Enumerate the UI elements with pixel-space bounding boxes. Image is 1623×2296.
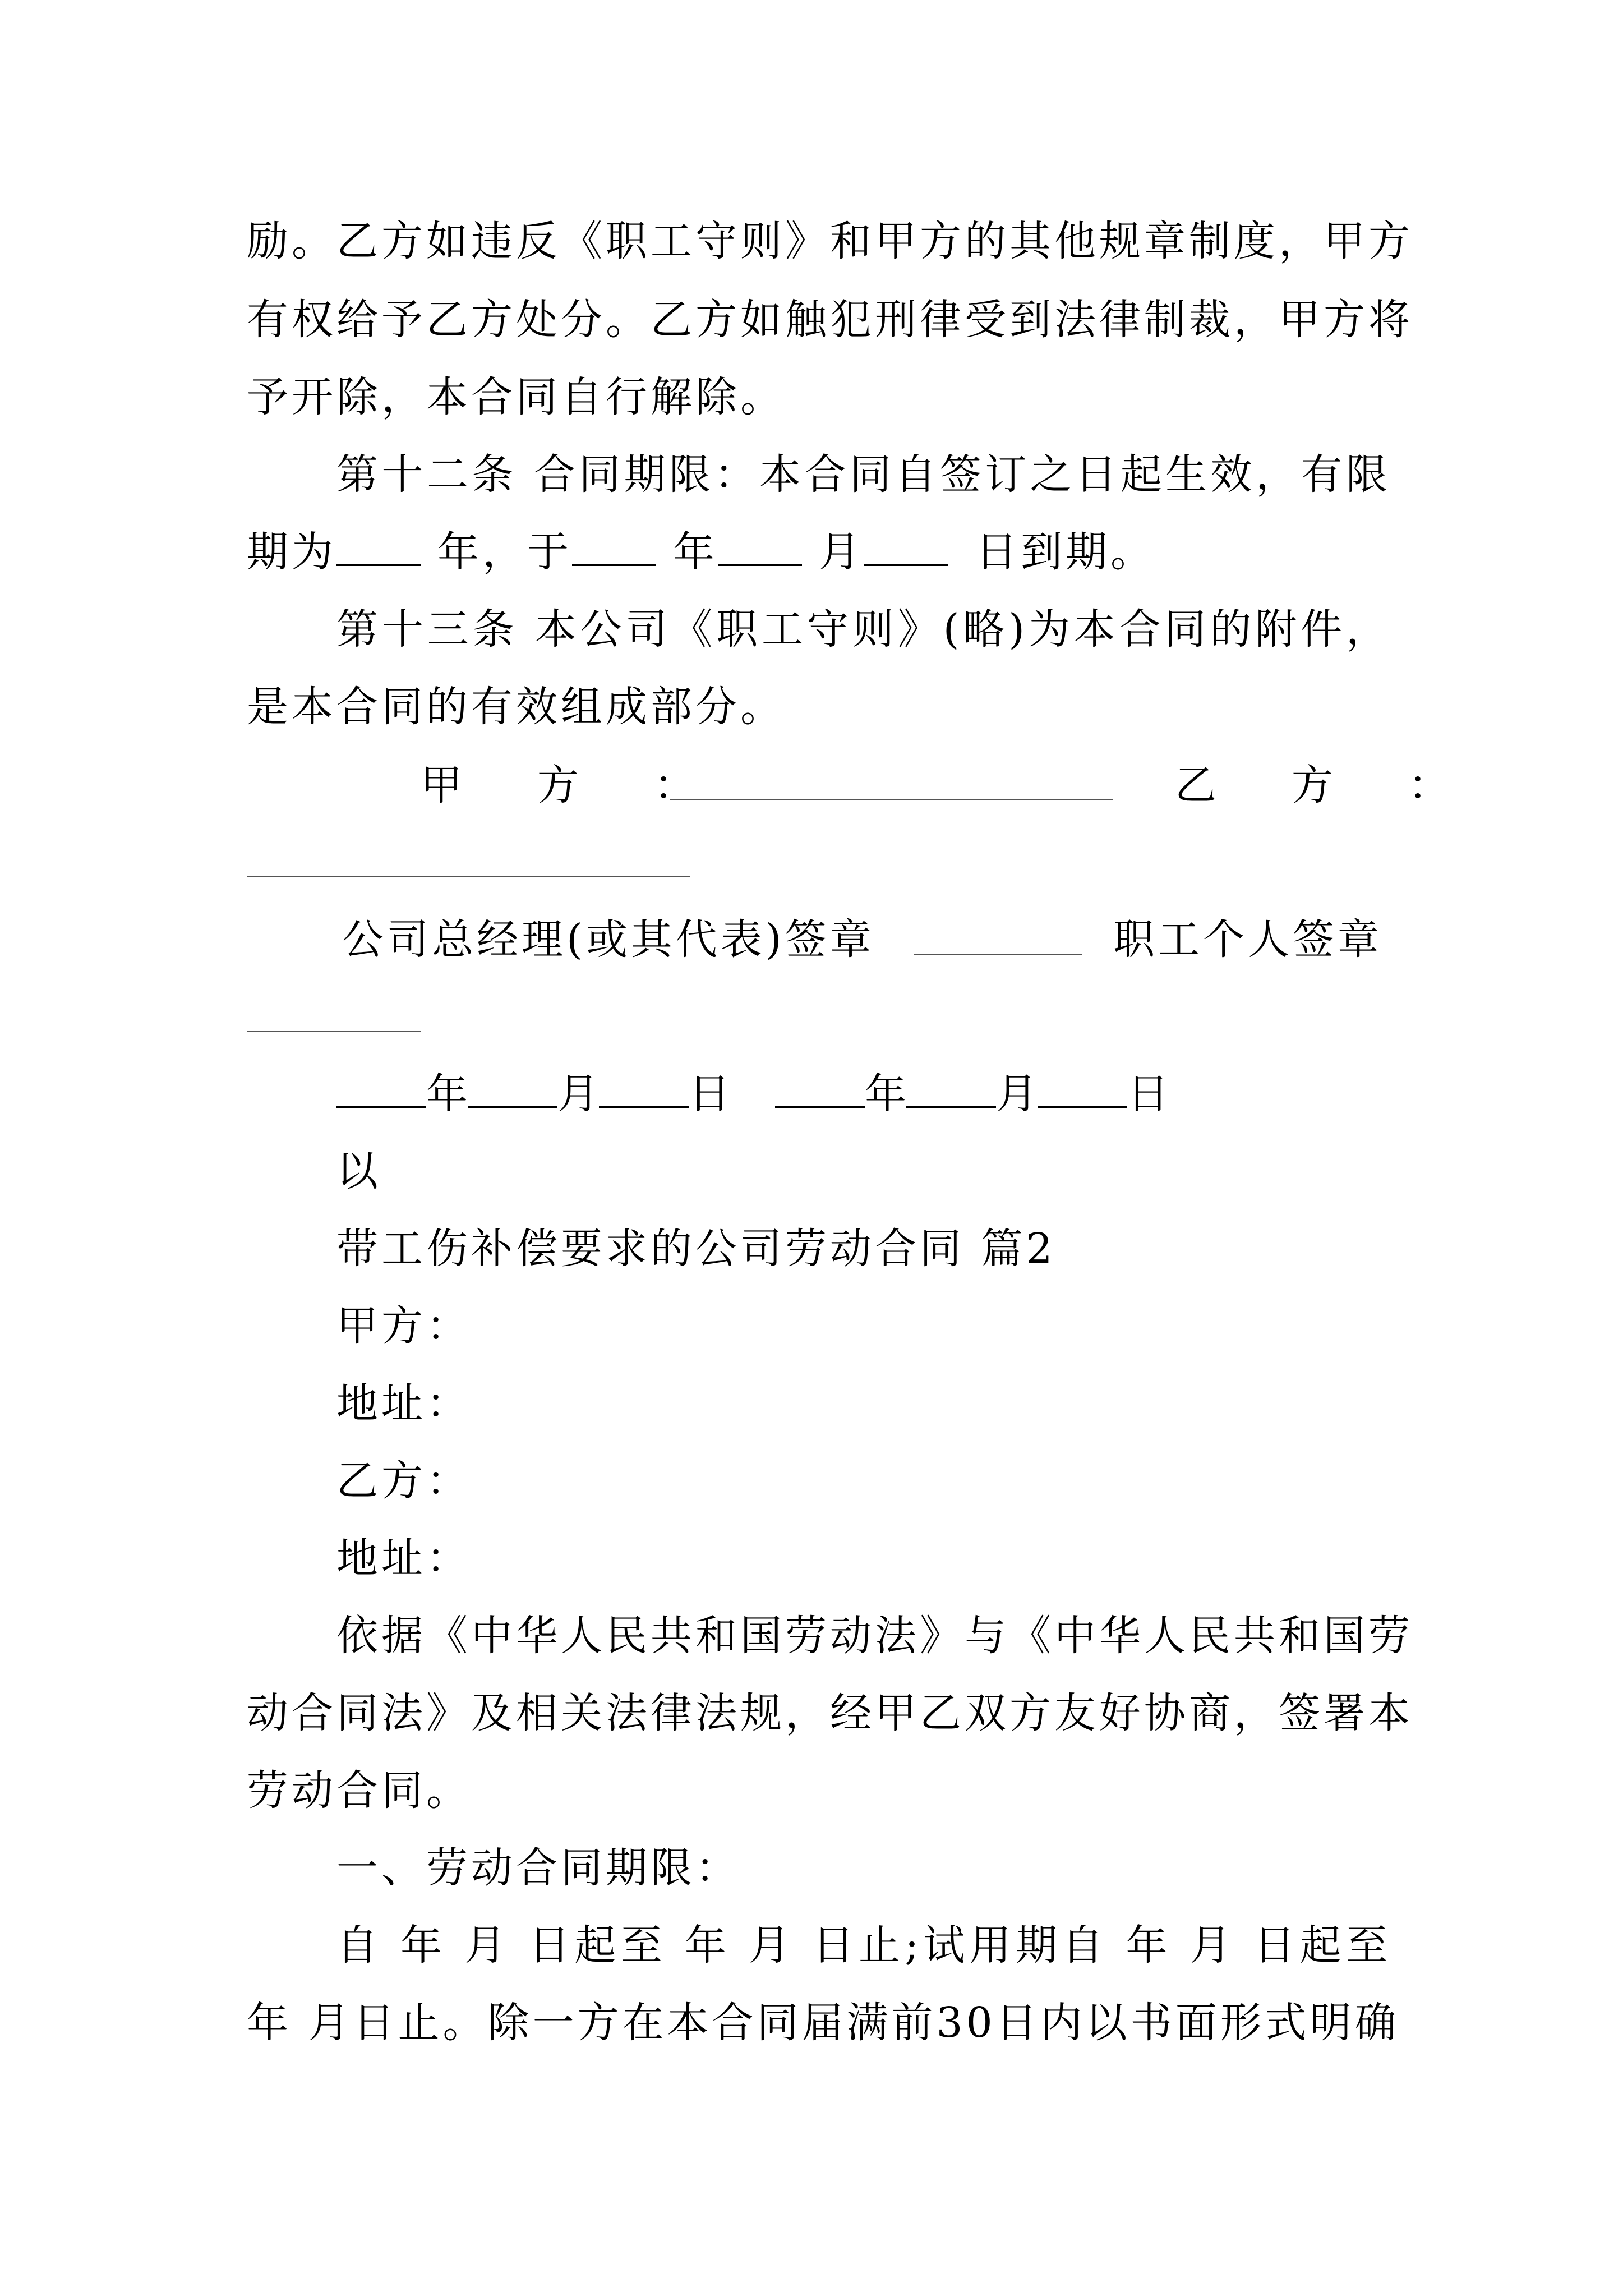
article-13-line: 是本合同的有效组成部分。 xyxy=(247,683,785,731)
paragraph-line: 有权给予乙方处分。乙方如触犯刑律受到法律制裁，甲方将 xyxy=(247,296,1413,344)
intro-line: 劳动合同。 xyxy=(247,1766,471,1815)
paragraph-line: 予开除，本合同自行解除。 xyxy=(247,373,785,421)
paragraph-line: 励。乙方如违反《职工守则》和甲方的其他规章制度，甲方 xyxy=(247,217,1413,265)
article-12-term-line xyxy=(247,524,1391,580)
year-label: 年 xyxy=(865,1070,906,1118)
company-signature-label: 公司总经理(或其代表)签章 xyxy=(342,915,875,964)
party-b-signature-rule xyxy=(247,876,690,877)
blank-field xyxy=(1038,1067,1127,1108)
intro-line: 依据《中华人民共和国劳动法》与《中华人民共和国劳 xyxy=(336,1612,1413,1660)
employee-signature-label: 职工个人签章 xyxy=(1113,915,1382,964)
employee-signature-rule xyxy=(247,1031,421,1032)
day-label: 日 xyxy=(1127,1070,1169,1118)
company-signature-rule xyxy=(914,954,1082,955)
blank-field xyxy=(775,1067,865,1108)
section-1-title: 一、劳动合同期限： xyxy=(336,1844,740,1892)
term-text: 月 xyxy=(819,528,864,576)
blank-field xyxy=(906,1067,996,1108)
blank-field xyxy=(864,525,948,566)
term-text: 日到期。 xyxy=(976,528,1155,576)
term-line: 年 月日止。除一方在本合同届满前30日内以书面形式明确 xyxy=(247,1999,1400,2047)
year-label: 年 xyxy=(426,1070,468,1118)
article-13-line: 第十三条 本公司《职工守则》(略)为本合同的附件， xyxy=(336,605,1391,654)
term-label: 期为 xyxy=(247,528,336,576)
term-line: 自 年 月 日起至 年 月 日止;试用期自 年 月 日起至 xyxy=(336,1921,1391,1970)
article-12-line: 第十二条 合同期限：本合同自签订之日起生效，有限 xyxy=(336,450,1391,499)
party-b-label: 乙 方 ： xyxy=(1175,761,1467,809)
term-text: 年 xyxy=(673,528,718,576)
party-b-field: 乙方： xyxy=(336,1457,471,1505)
blank-field xyxy=(336,1067,426,1108)
month-label: 月 xyxy=(996,1070,1038,1118)
stray-text: 以 xyxy=(336,1147,381,1195)
party-a-field: 甲方： xyxy=(336,1302,471,1350)
address-a-field: 地址： xyxy=(336,1379,471,1428)
date-line xyxy=(336,1066,1346,1122)
intro-line: 动合同法》及相关法律法规，经甲乙双方友好协商，签署本 xyxy=(247,1689,1413,1737)
party-a-signature-rule xyxy=(670,799,1113,800)
month-label: 月 xyxy=(557,1070,599,1118)
blank-field xyxy=(336,525,421,566)
blank-field xyxy=(468,1067,557,1108)
blank-field xyxy=(718,525,802,566)
address-b-field: 地址： xyxy=(336,1534,471,1582)
blank-field xyxy=(572,525,656,566)
contract-2-title: 带工伤补偿要求的公司劳动合同 篇2 xyxy=(336,1225,1056,1273)
term-text: 年，于 xyxy=(437,528,572,576)
party-a-label: 甲 方 ： xyxy=(421,761,712,809)
day-label: 日 xyxy=(689,1070,730,1118)
blank-field xyxy=(599,1067,689,1108)
